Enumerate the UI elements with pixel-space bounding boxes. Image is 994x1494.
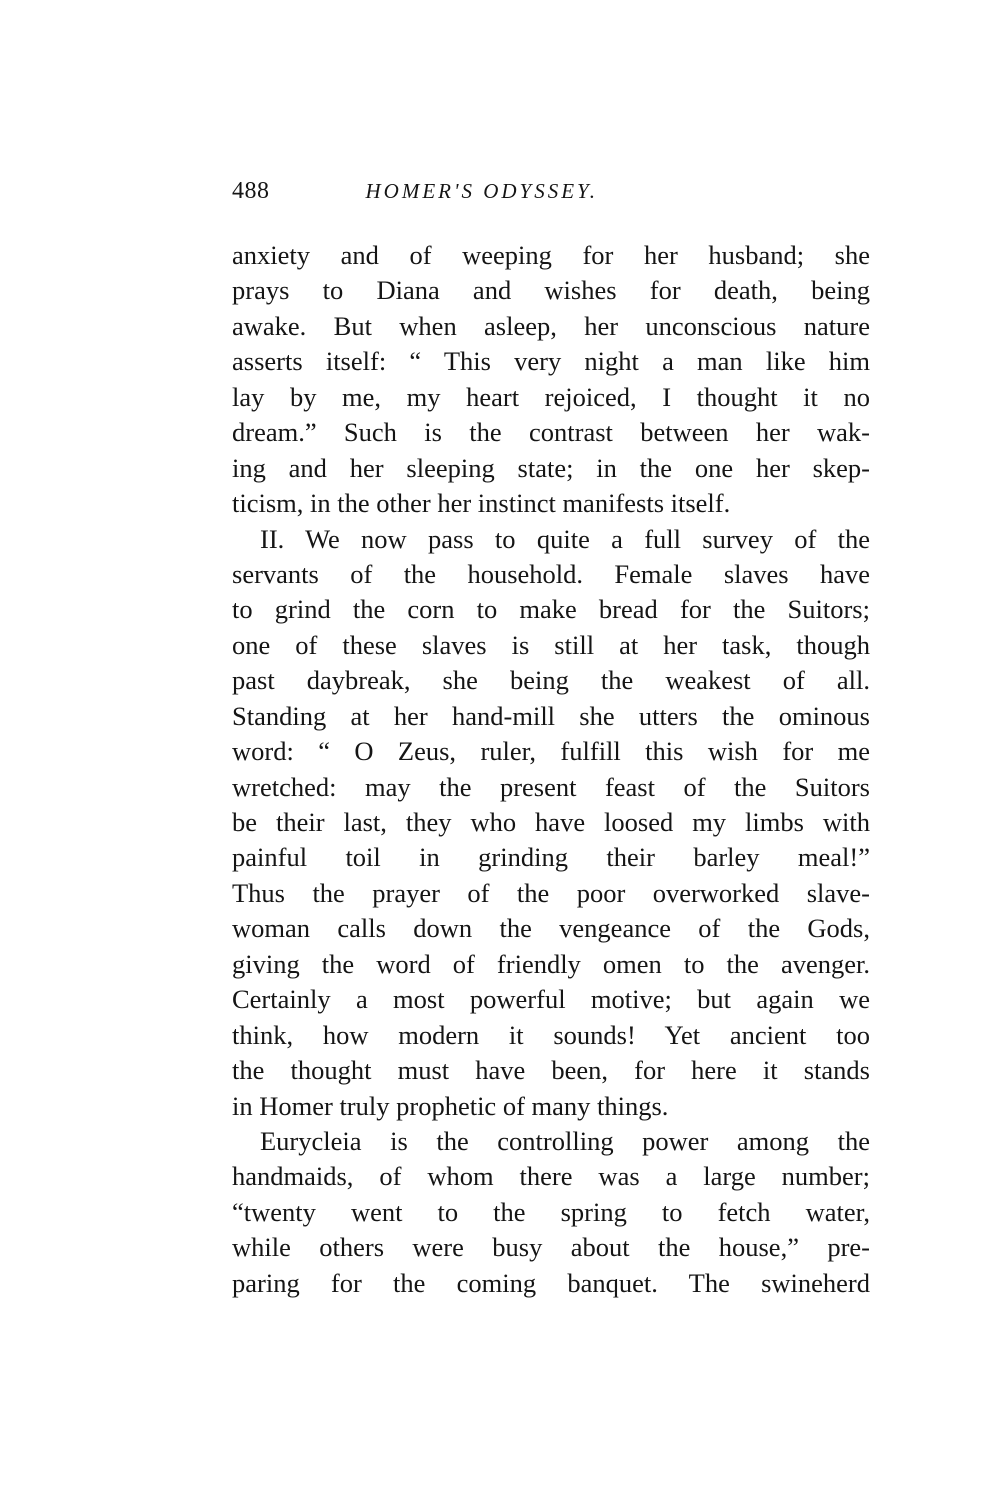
text-line: painful toil in grinding their barley meal!” — [232, 842, 870, 873]
paragraph-start-line: II. We now pass to quite a full survey of the — [260, 523, 870, 554]
running-head — [232, 178, 872, 214]
text-line: anxiety and of weeping for her husband; she — [232, 240, 870, 270]
text-line: past daybreak, she being the weakest of all. — [232, 665, 870, 696]
text-line: while others were busy about the house,” pre- — [232, 1232, 870, 1263]
text-line: be their last, they who have loosed my limbs with — [232, 807, 870, 837]
text-line: Certainly a most powerful motive; but again we — [232, 984, 870, 1015]
text-line: servants of the household. Female slaves have — [232, 558, 870, 589]
text-line: one of these slaves is still at her task, though — [232, 629, 870, 660]
text-line: woman calls down the vengeance of the Gods, — [232, 913, 870, 944]
text-line: in Homer truly prophetic of many things. — [232, 1090, 669, 1121]
text-line: Thus the prayer of the poor overworked slave- — [232, 877, 870, 908]
text-line: Standing at her hand-mill she utters the ominous — [232, 700, 870, 731]
text-line: paring for the coming banquet. The swineherd — [232, 1267, 870, 1298]
text-line: awake. But when asleep, her unconscious nature — [232, 310, 870, 341]
text-line: giving the word of friendly omen to the avenger. — [232, 948, 870, 979]
text-line: ing and her sleeping state; in the one her skep- — [232, 452, 870, 483]
text-line: lay by me, my heart rejoiced, I thought it no — [232, 381, 870, 412]
text-line: asserts itself: “ This very night a man like him — [232, 346, 870, 377]
page-number: 488 — [232, 178, 270, 204]
paragraph-start-line: Eurycleia is the controlling power among the — [260, 1125, 870, 1156]
text-line: to grind the corn to make bread for the Suitors; — [232, 594, 870, 625]
text-line: handmaids, of whom there was a large number; — [232, 1161, 870, 1192]
text-line: word: “ O Zeus, ruler, fulfill this wish for me — [232, 736, 870, 767]
running-title: HOMER'S ODYSSEY. — [365, 179, 599, 203]
text-line: ticism, in the other her instinct manifests itself. — [232, 488, 731, 519]
text-line: wretched: may the present feast of the Suitors — [232, 771, 870, 802]
text-line: prays to Diana and wishes for death, being — [232, 275, 870, 306]
text-line: think, how modern it sounds! Yet ancient too — [232, 1019, 870, 1050]
text-line: dream.” Such is the contrast between her wak- — [232, 417, 870, 448]
text-line: “twenty went to the spring to fetch water, — [232, 1196, 870, 1227]
text-line: the thought must have been, for here it stands — [232, 1055, 870, 1086]
body-text — [232, 238, 870, 1301]
